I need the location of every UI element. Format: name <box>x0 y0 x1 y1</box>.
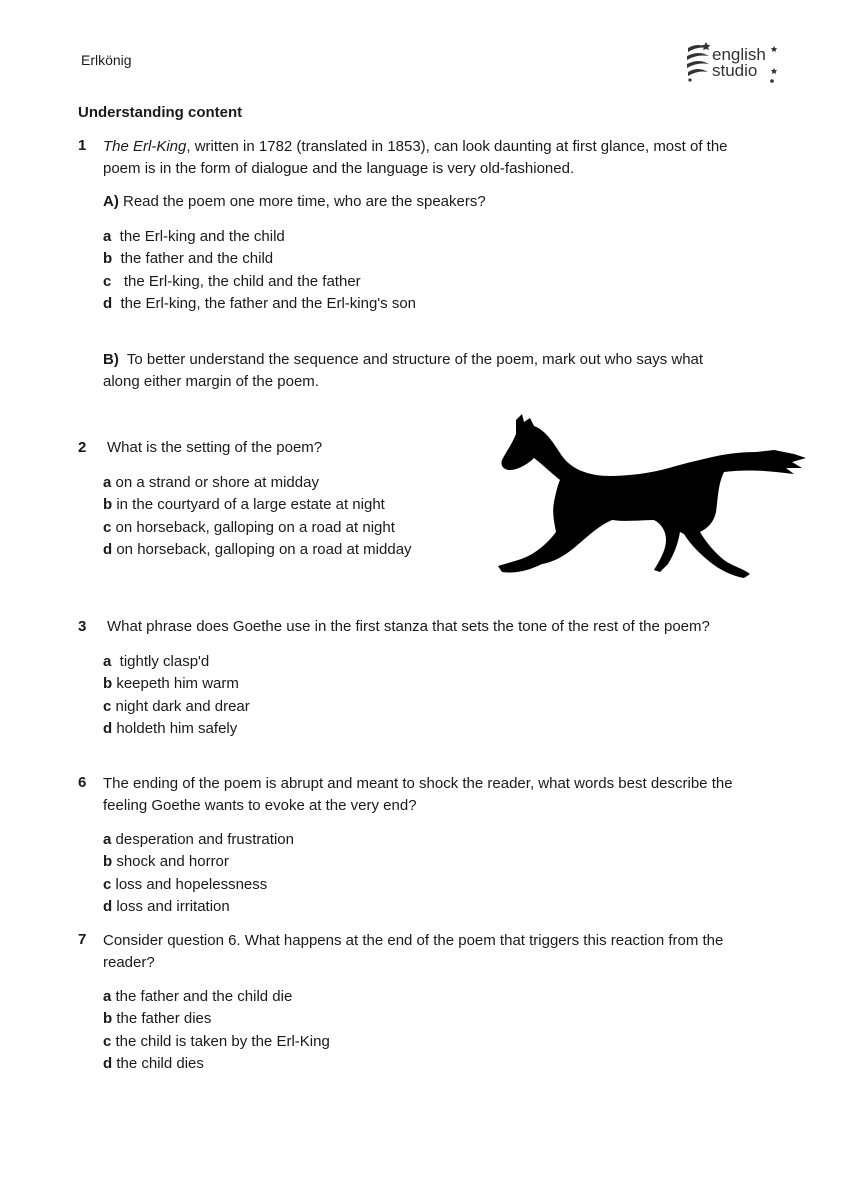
option-b: b shock and horror <box>103 853 229 871</box>
option-c: c night dark and drear <box>103 697 250 715</box>
question-1-part-a: A) Read the poem one more time, who are the speakers? <box>103 193 486 210</box>
question-number: 2 <box>78 439 87 456</box>
logo-line1: english <box>712 45 766 64</box>
question-number: 7 <box>78 931 87 948</box>
option-a: a the father and the child die <box>103 988 293 1005</box>
question-2-text: What is the setting of the poem? <box>107 439 323 456</box>
question-6-text: The ending of the poem is abrupt and meant to shock the reader, what words best describe the feeling Goethe wants to evoke at the very end? <box>103 775 733 814</box>
option-b: b the father and the child <box>103 250 274 268</box>
logo-line2: studio <box>712 61 758 80</box>
question-2-options <box>103 472 412 561</box>
option-d: d loss and irritation <box>103 897 230 915</box>
question-6-options <box>103 829 294 918</box>
option-d: d holdeth him safely <box>103 719 238 737</box>
option-b: b in the courtyard of a large estate at night <box>103 496 385 514</box>
question-3-text: What phrase does Goethe use in the first stanza that sets the tone of the rest of the poem? <box>107 618 710 635</box>
question-1-line2: poem is in the form of dialogue and the language is very old-fashioned. <box>103 160 575 177</box>
document-title: Erlkönig <box>81 52 132 68</box>
option-b: b the father dies <box>103 1010 212 1028</box>
option-a: a on a strand or shore at midday <box>103 474 319 491</box>
question-3-options <box>103 651 250 740</box>
question-7-options <box>103 986 330 1075</box>
question-number: 6 <box>78 774 87 791</box>
option-b: b keepeth him warm <box>103 675 239 693</box>
question-number: 1 <box>78 137 87 154</box>
option-c: c loss and hopelessness <box>103 875 268 893</box>
question-1-options <box>103 226 416 315</box>
option-d: d the child dies <box>103 1054 204 1072</box>
galloping-horse-silhouette <box>494 414 808 580</box>
option-c: c the child is taken by the Erl-King <box>103 1032 330 1050</box>
poem-title: The Erl-King <box>103 138 187 155</box>
option-a: a desperation and frustration <box>103 831 294 848</box>
question-1-part-b: B) To better understand the sequence and structure of the poem, mark out who says what along either margin of the poem. <box>103 351 704 390</box>
question-1-line1: The Erl-King, written in 1782 (translated in 1853), can look daunting at first glance, most of the <box>103 138 728 155</box>
option-d: d on horseback, galloping on a road at midday <box>103 540 412 558</box>
option-a: a tightly clasp'd <box>103 653 210 670</box>
option-a: a the Erl-king and the child <box>103 228 285 245</box>
option-c: c on horseback, galloping on a road at night <box>103 518 395 536</box>
option-d: d the Erl-king, the father and the Erl-king's son <box>103 294 417 312</box>
question-7-text: Consider question 6. What happens at the end of the poem that triggers this reaction from the reader? <box>103 932 724 971</box>
question-number: 3 <box>78 618 87 635</box>
question-1-text <box>103 136 728 180</box>
section-title: Understanding content <box>78 104 243 121</box>
english-studio-logo <box>684 38 780 86</box>
option-c: c the Erl-king, the child and the father <box>103 272 361 290</box>
